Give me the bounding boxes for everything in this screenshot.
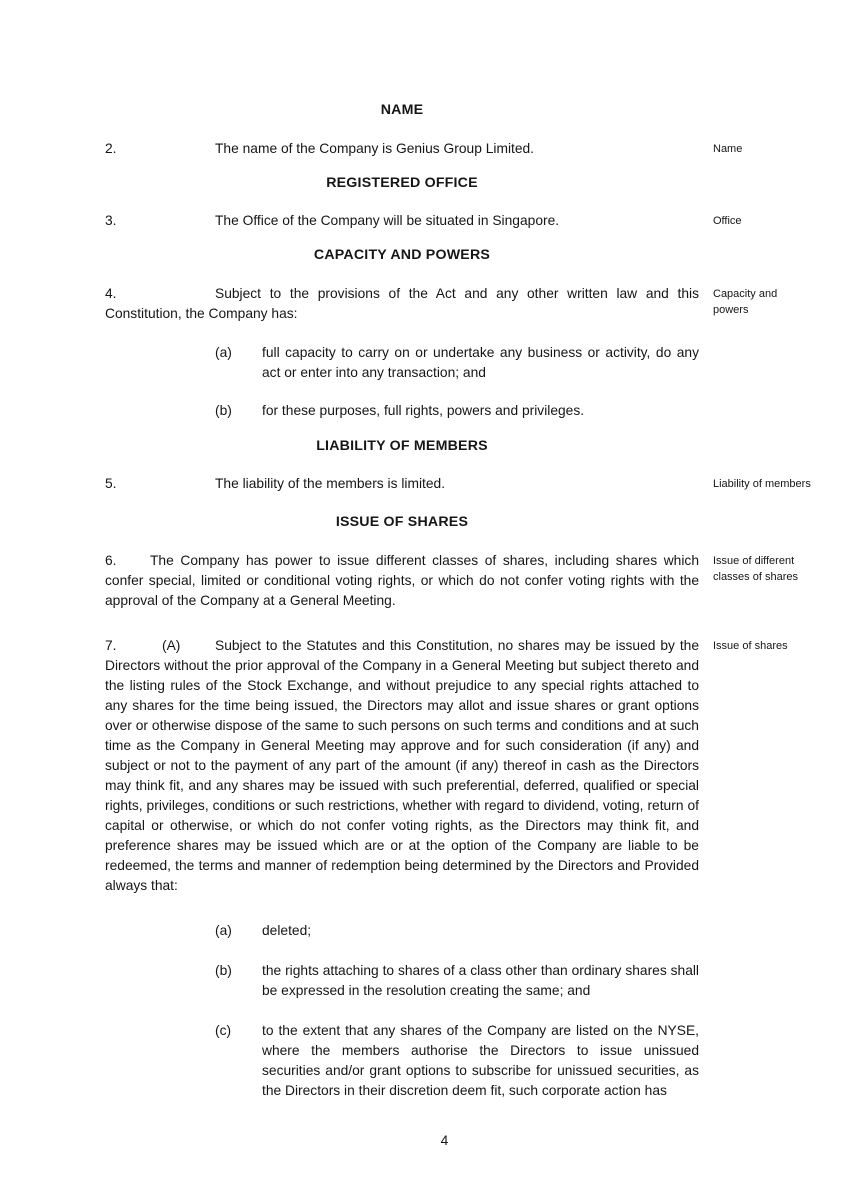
clause-number: 5. [105, 476, 117, 491]
subclause-text: to the extent that any shares of the Company are listed on the NYSE, where the members authorise the Directors to issue unissued securities and/or grant options to subscribe for unissued securities, as the Directors in their discretion deem fit, such corporate action has [262, 1023, 699, 1098]
subclause-text: for these purposes, full rights, powers and privileges. [262, 403, 585, 418]
document-body [105, 0, 811, 1101]
page-number: 4 [440, 1133, 449, 1148]
clause-number: 7. [105, 638, 117, 653]
clause-3 [105, 211, 742, 231]
clause-text: The Office of the Company will be situated in Singapore. [215, 213, 560, 228]
subclause-marker: (a) [215, 345, 232, 360]
clause-5 [105, 474, 811, 494]
margin-note [713, 476, 843, 492]
section-heading-registered-office: REGISTERED OFFICE [326, 175, 478, 191]
subclause-text: full capacity to carry on or undertake any business or activity, do any act or enter into any transaction; and [262, 345, 699, 380]
margin-note-line: Office [713, 215, 742, 227]
subclause-7c [215, 1021, 699, 1101]
subclause-7b [215, 961, 699, 1001]
clause-7 [105, 636, 788, 896]
margin-note-line: classes of shares [713, 571, 798, 583]
margin-note [713, 213, 843, 229]
subclause-4a [215, 343, 699, 383]
clause-4 [105, 284, 778, 324]
margin-note-line: Issue of shares [713, 640, 788, 652]
section-heading-liability-of-members: LIABILITY OF MEMBERS [316, 438, 488, 454]
margin-note-line: Name [713, 143, 743, 155]
margin-note-line: Issue of different [713, 555, 795, 567]
clause-number: 6. [105, 553, 117, 568]
clause-sub-marker: (A) [162, 638, 181, 653]
subclause-marker: (b) [215, 403, 232, 418]
margin-note-line: Liability of members [713, 478, 811, 490]
subclause-marker: (b) [215, 963, 232, 978]
subclause-text: deleted; [262, 923, 312, 938]
section-heading-name: NAME [380, 102, 424, 118]
margin-note [713, 286, 843, 318]
clause-number: 3. [105, 213, 117, 228]
clause-2 [105, 139, 743, 159]
clause-text: The liability of the members is limited. [215, 476, 446, 491]
subclause-7a [215, 921, 699, 941]
clause-text: Subject to the provisions of the Act and any other written law and this Constitution, the Company has: [105, 286, 699, 321]
clause-6 [105, 551, 798, 611]
margin-note [713, 141, 843, 157]
subclause-marker: (a) [215, 923, 232, 938]
margin-note-line: Capacity and [713, 288, 778, 300]
clause-text: Subject to the Statutes and this Constitution, no shares may be issued by the Directors without the prior approval of the Company in a General Meeting but subject thereto and the listing rules of the Stock Exchange, and without prejudice to any special rights attached to any shares for the time being issued, the Directors may allot and issue shares or grant options over or otherwise dispose of the same to such persons on such terms and conditions and at such time as the Company in General Meeting may approve and for such consideration (if any) and subject or not to the payment of any part of the amount (if any) thereof in cash as the Directors may think fit, and any shares may be issued with such preferential, deferred, qualified or special rights, privileges, conditions or such restrictions, whether with regard to dividend, voting, return of capital or otherwise, or which do not confer voting rights, as the Directors may think fit, and preference shares may be issued which are or at the option of the Company are liable to be redeemed, the terms and manner of redemption being determined by the Directors and Provided always that: [105, 638, 699, 893]
clause-number: 2. [105, 141, 117, 156]
subclause-marker: (c) [215, 1023, 232, 1038]
margin-note-line: powers [713, 304, 749, 316]
section-heading-issue-of-shares: ISSUE OF SHARES [335, 514, 469, 530]
margin-note [713, 638, 843, 654]
margin-note [713, 553, 843, 585]
clause-text: The name of the Company is Genius Group Limited. [215, 141, 535, 156]
subclause-text: the rights attaching to shares of a class other than ordinary shares shall be expressed in the resolution creating the same; and [262, 963, 699, 998]
subclause-4b [215, 401, 699, 421]
section-heading-capacity-and-powers: CAPACITY AND POWERS [313, 247, 491, 263]
clause-number: 4. [105, 286, 117, 301]
clause-text: The Company has power to issue different classes of shares, including shares which confer special, limited or conditional voting rights, or which do not confer voting rights with the approval of the Company at a General Meeting. [105, 553, 699, 608]
